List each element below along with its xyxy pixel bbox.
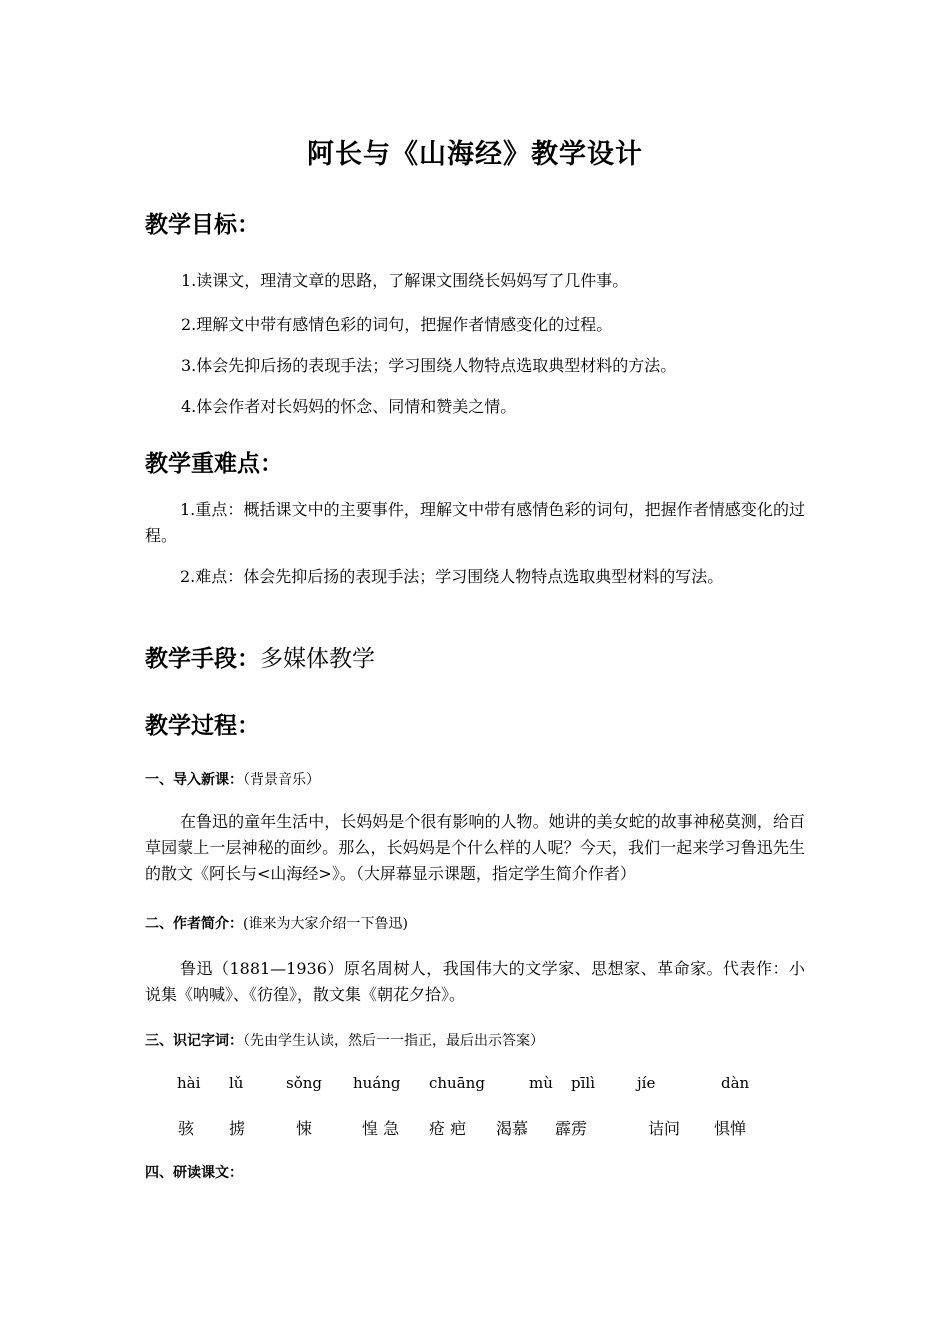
- vocab-word: 惧惮: [714, 1119, 747, 1138]
- vocab-word: 悚: [296, 1119, 313, 1138]
- page-title: 阿长与《山海经》教学设计: [307, 139, 643, 170]
- pinyin: pīlì: [571, 1074, 595, 1092]
- pinyin: sǒng: [286, 1074, 322, 1092]
- key-point-item: 2.难点：体会先抑后扬的表现手法；学习围绕人物特点选取典型材料的写法。: [180, 567, 724, 586]
- pinyin: hài: [177, 1074, 201, 1092]
- pinyin: jíe: [637, 1074, 656, 1092]
- vocab-word: 霹雳: [555, 1119, 588, 1138]
- vocab-word: 骇: [178, 1119, 195, 1138]
- means-label: 教学手段：: [145, 646, 260, 672]
- vocab-word: 诘问: [648, 1119, 681, 1138]
- pinyin: dàn: [721, 1074, 750, 1092]
- process-heading: 教学过程：: [145, 713, 260, 739]
- vocab-word: 掳: [229, 1119, 246, 1138]
- objectives-heading: 教学目标：: [145, 212, 260, 238]
- means-value: 多媒体教学: [260, 646, 375, 672]
- vocab-word: 惶 急: [362, 1119, 400, 1138]
- section-1-heading: [145, 769, 320, 789]
- vocab-word: 疮 疤: [429, 1119, 467, 1138]
- objective-item: 4.体会作者对长妈妈的怀念、同情和赞美之情。: [181, 397, 517, 416]
- key-point-item: 1.重点：概括课文中的主要事件，理解文中带有感情色彩的词句，把握作者情感变化的过程。: [145, 500, 805, 545]
- section-2-heading: [145, 913, 408, 933]
- vocab-word: 渴慕: [496, 1119, 529, 1138]
- pinyin: chuāng: [429, 1074, 485, 1092]
- section-note: （先由学生认读，然后一一指正，最后出示答案）: [243, 1033, 544, 1049]
- section-note: (谁来为大家介绍一下鲁迅): [243, 916, 408, 932]
- section-1-text: 在鲁迅的童年生活中，长妈妈是个很有影响的人物。她讲的美女蛇的故事神秘莫测，给百草园蒙上一层神秘的面纱。那么，长妈妈是个什么样的人呢？今天，我们一起来学习鲁迅先生的散文《阿长与<山海经>》。（大屏幕显示课题，指定学生简介作者）: [145, 812, 805, 883]
- section-3-heading: [145, 1030, 544, 1050]
- pinyin: lǔ: [229, 1074, 244, 1092]
- section-note: （背景音乐）: [243, 772, 320, 788]
- section-2-text: 鲁迅（1881—1936）原名周树人，我国伟大的文学家、思想家、革命家。代表作：小说集《呐喊》、《彷徨》，散文集《朝花夕拾》。: [145, 959, 805, 1004]
- key-points-heading: 教学重难点：: [145, 451, 283, 477]
- section-label: 二、作者简介：: [145, 916, 243, 932]
- section-4-heading: 四、研读课文：: [145, 1165, 243, 1181]
- pinyin: mù: [529, 1074, 553, 1092]
- section-label: 一、导入新课：: [145, 772, 243, 788]
- section-label: 三、识记字词：: [145, 1033, 243, 1049]
- objective-item: 2.理解文中带有感情色彩的词句，把握作者情感变化的过程。: [181, 315, 613, 334]
- means-heading: [145, 640, 375, 673]
- pinyin: huáng: [353, 1074, 401, 1092]
- objective-item: 1.读课文，理清文章的思路，了解课文围绕长妈妈写了几件事。: [181, 271, 629, 290]
- objective-item: 3.体会先抑后扬的表现手法；学习围绕人物特点选取典型材料的方法。: [181, 356, 677, 375]
